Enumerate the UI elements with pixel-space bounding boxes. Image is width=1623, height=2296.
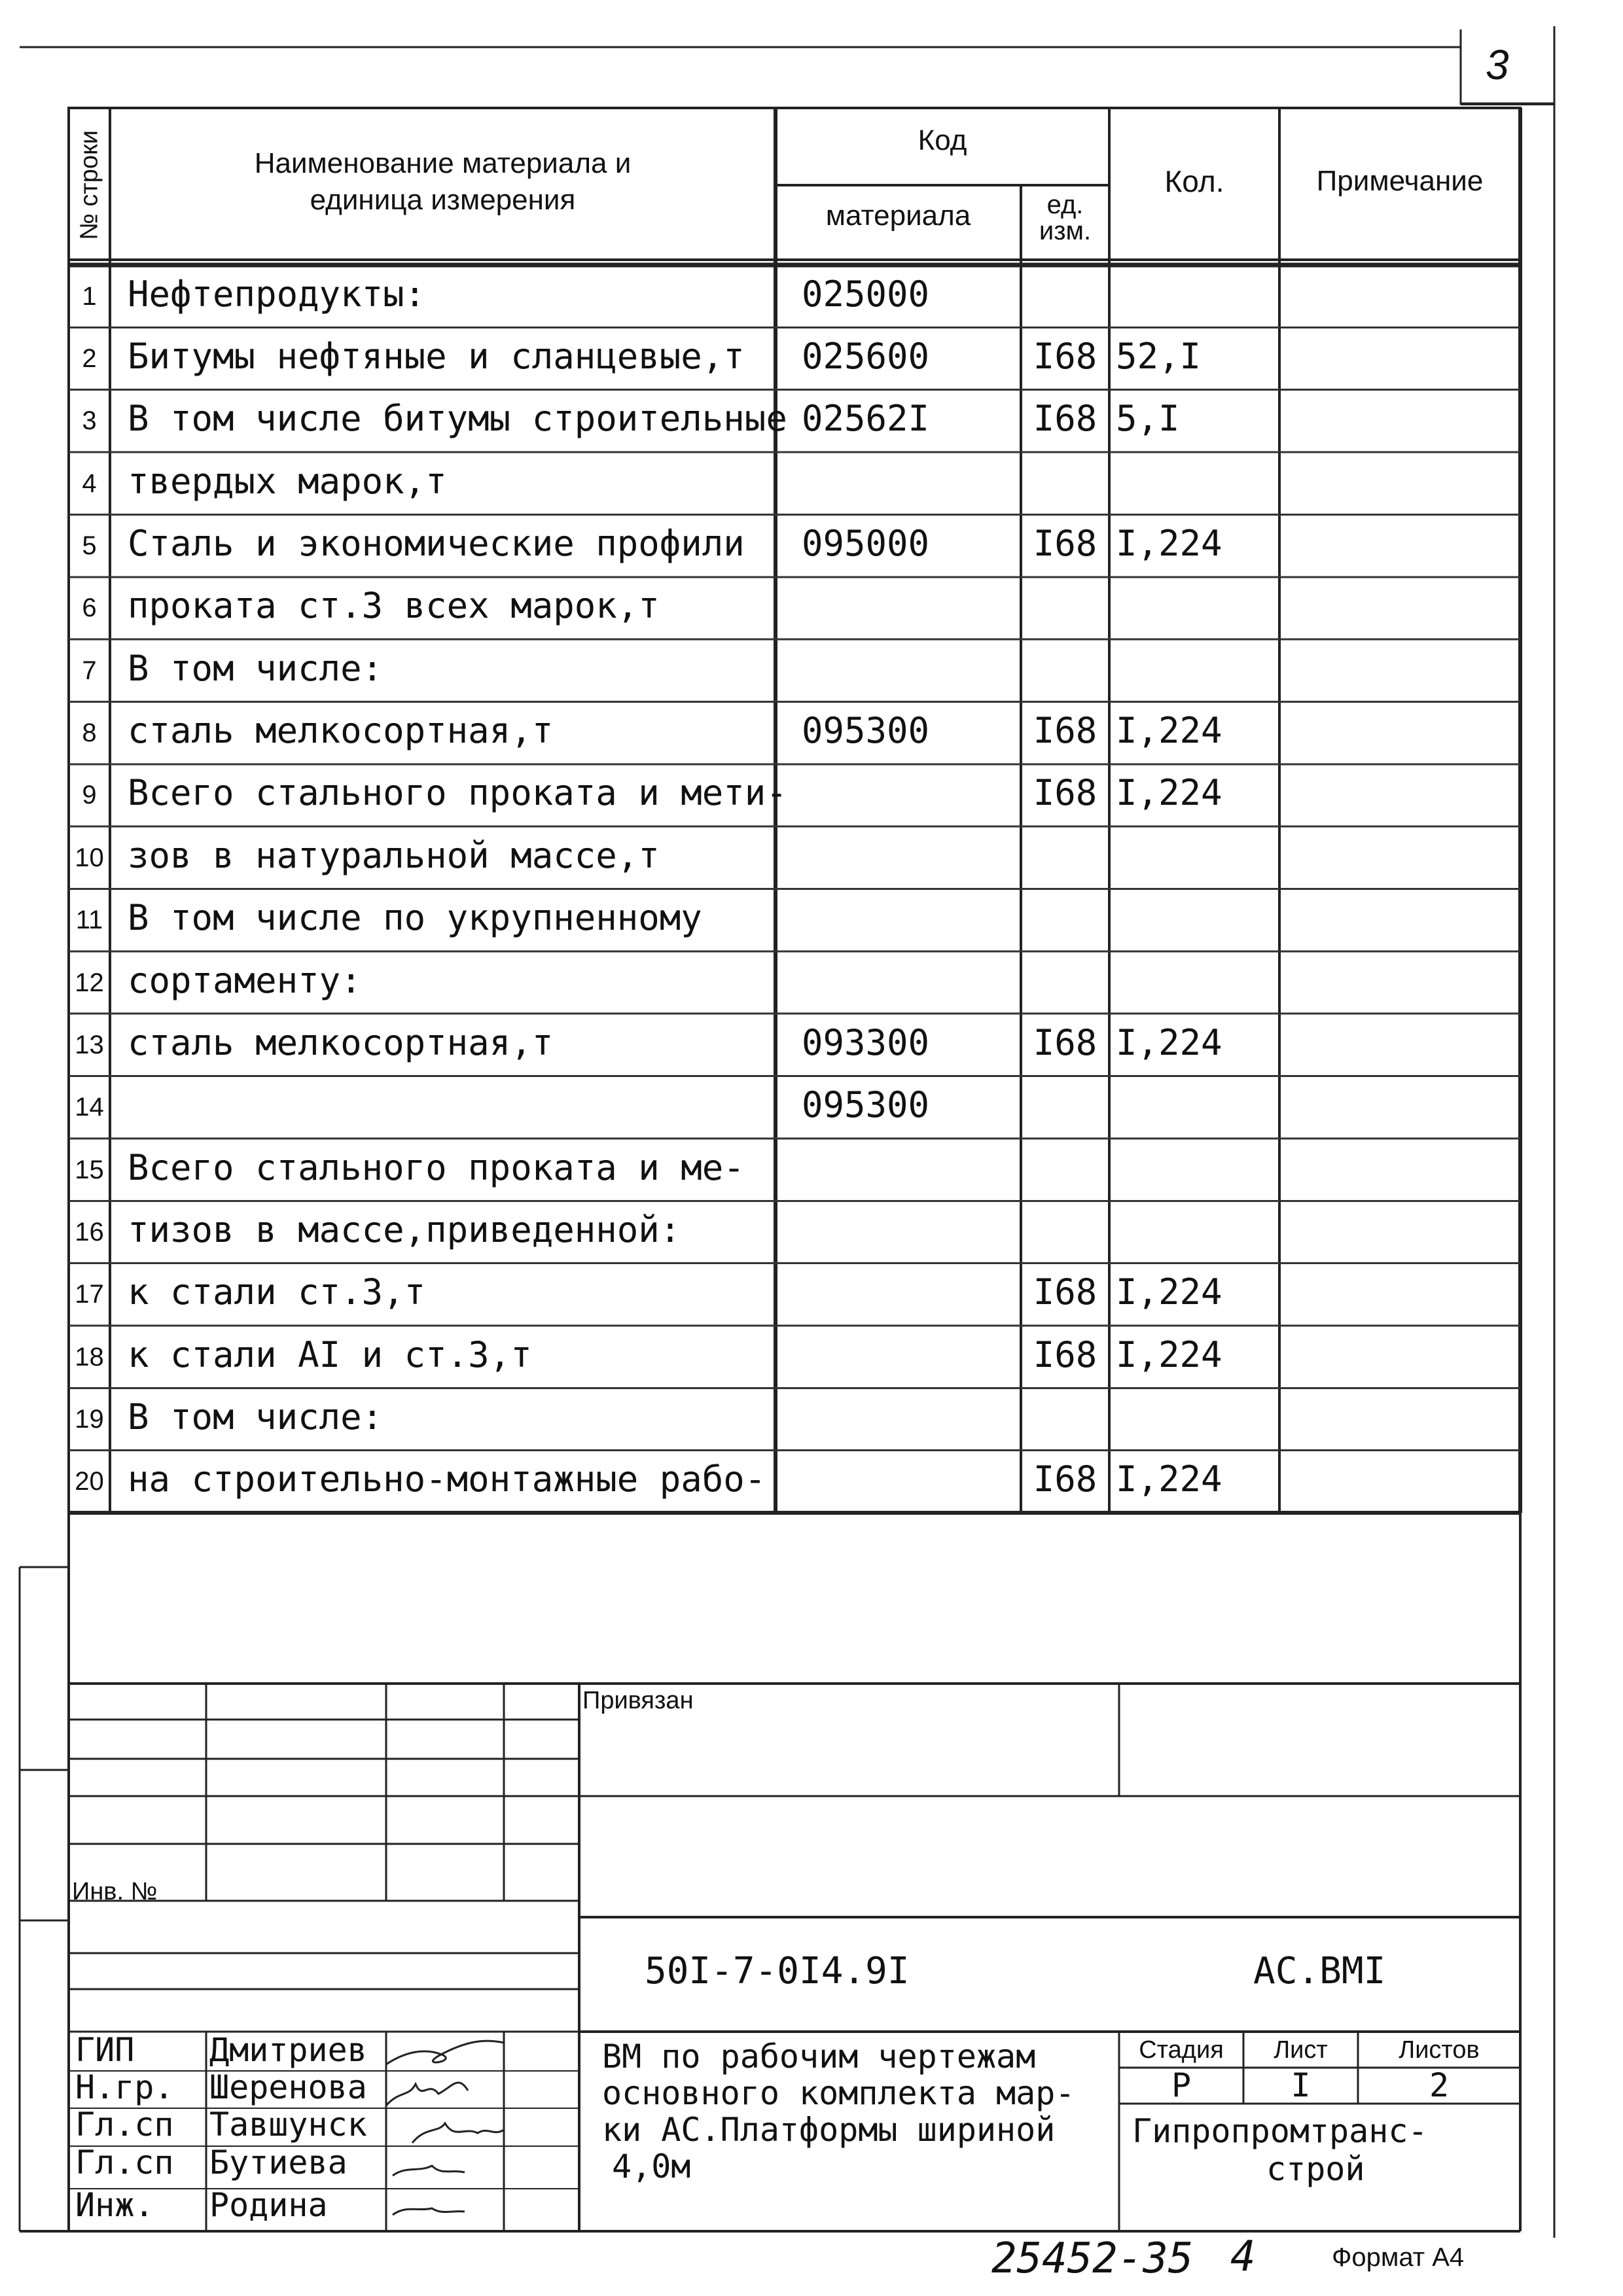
page-number: 3 xyxy=(1486,41,1509,88)
quantity: 5,I xyxy=(1116,398,1180,440)
unit-code: I68 xyxy=(1033,336,1097,378)
unit-code: I68 xyxy=(1033,398,1097,440)
material-code: 02562I xyxy=(802,398,930,440)
material-name: проката ст.3 всех марок,т xyxy=(128,585,660,627)
signer-name: Бутиева xyxy=(209,2144,348,2181)
quantity: I,224 xyxy=(1116,772,1222,814)
row-number: 5 xyxy=(82,531,97,561)
quantity: I,224 xyxy=(1116,710,1222,752)
material-code: 093300 xyxy=(802,1021,930,1063)
table-row xyxy=(0,826,1520,889)
material-code: 095300 xyxy=(802,710,930,752)
row-number: 14 xyxy=(75,1093,104,1122)
material-code: 025000 xyxy=(802,273,930,315)
row-number: 6 xyxy=(82,593,97,623)
sheet-label: Лист xyxy=(1274,2036,1328,2064)
row-number: 16 xyxy=(75,1217,104,1246)
material-name: В том числе: xyxy=(128,1396,383,1438)
quantity: I,224 xyxy=(1116,1458,1222,1500)
material-name: тизов в массе,приведенной: xyxy=(128,1209,681,1250)
organization-name: Гипропромтранс- строй xyxy=(1132,2112,1428,2188)
privyazan-label: Привязан xyxy=(582,1687,694,1714)
table-row xyxy=(0,701,1520,764)
material-name: сортаменту: xyxy=(128,959,362,1001)
table-row xyxy=(0,1263,1520,1326)
material-name: Всего стального проката и мети- xyxy=(128,772,787,814)
material-name: В том числе битумы строительные xyxy=(128,398,787,440)
document-title: ВМ по рабочим чертежам основного комплекта мар- ки АС.Платформы шириной 4,0м xyxy=(602,2038,1075,2185)
row-number: 12 xyxy=(75,968,104,997)
material-name: зов в натуральной массе,т xyxy=(128,834,660,876)
material-name: Сталь и экономические профили xyxy=(128,523,745,565)
row-number: 13 xyxy=(75,1030,104,1059)
table-row xyxy=(0,764,1520,826)
row-number: 20 xyxy=(75,1467,104,1496)
material-code: 095300 xyxy=(802,1084,930,1126)
unit-code: I68 xyxy=(1033,1333,1097,1375)
handwritten-signatures xyxy=(380,2028,510,2231)
code-header: Код xyxy=(918,124,967,156)
row-number: 2 xyxy=(82,344,97,374)
material-name: к стали ст.3,т xyxy=(128,1271,426,1313)
signer-role: Гл.сп xyxy=(75,2106,174,2144)
table-row xyxy=(0,1139,1520,1201)
table-row xyxy=(0,1388,1520,1450)
table-row xyxy=(0,1326,1520,1388)
signer-role: Гл.сп xyxy=(75,2144,174,2181)
row-number: 18 xyxy=(75,1342,104,1371)
material-name: В том числе по укрупненному xyxy=(128,897,702,939)
table-row xyxy=(0,390,1520,452)
row-number: 11 xyxy=(75,906,103,935)
table-row xyxy=(0,265,1520,327)
quantity-header: Кол. xyxy=(1164,164,1224,198)
row-number: 10 xyxy=(75,843,104,872)
signer-role: ГИП xyxy=(75,2031,135,2069)
quantity: I,224 xyxy=(1116,1333,1222,1375)
sheets-value: 2 xyxy=(1429,2066,1450,2104)
quantity: I,224 xyxy=(1116,523,1222,565)
unit-header: ед. изм. xyxy=(1039,190,1092,245)
material-code: 095000 xyxy=(802,523,930,565)
table-row xyxy=(0,327,1520,389)
unit-code: I68 xyxy=(1033,772,1097,814)
table-row xyxy=(0,1014,1520,1076)
stage-value: Р xyxy=(1171,2066,1192,2104)
unit-code: I68 xyxy=(1033,1458,1097,1500)
row-number: 15 xyxy=(75,1155,104,1184)
name-column-header: Наименование материала и единица измерения xyxy=(254,147,632,216)
table-row xyxy=(0,577,1520,639)
document-code: 50I-7-0I4.9I xyxy=(645,1950,910,1992)
signer-name: Шеренова xyxy=(209,2068,367,2106)
material-code-header: материала xyxy=(825,200,971,232)
table-row xyxy=(0,1451,1520,1513)
material-name: к стали АI и ст.3,т xyxy=(128,1333,532,1375)
material-name: сталь мелкосортная,т xyxy=(128,1021,554,1063)
row-number: 8 xyxy=(82,718,97,748)
table-row xyxy=(0,1076,1520,1139)
unit-code: I68 xyxy=(1033,1021,1097,1063)
handwritten-number: 25452-35 xyxy=(991,2234,1194,2283)
quantity: I,224 xyxy=(1116,1271,1222,1313)
material-name: на строительно-монтажные рабо- xyxy=(128,1458,766,1500)
material-name: Битумы нефтяные и сланцевые,т xyxy=(128,336,745,378)
quantity: 52,I xyxy=(1116,336,1202,378)
material-code: 025600 xyxy=(802,336,930,378)
quantity: I,224 xyxy=(1116,1021,1222,1063)
material-name: В том числе: xyxy=(128,647,383,689)
table-row xyxy=(0,1201,1520,1263)
row-number: 19 xyxy=(75,1404,104,1434)
table-row xyxy=(0,514,1520,576)
row-number-header: № строки xyxy=(75,130,103,240)
table-row xyxy=(0,951,1520,1014)
table-row xyxy=(0,639,1520,701)
sheets-label: Листов xyxy=(1399,2036,1480,2064)
drawing-mark: АС.ВМI xyxy=(1253,1950,1386,1992)
unit-code: I68 xyxy=(1033,710,1097,752)
row-number: 17 xyxy=(75,1280,104,1309)
signer-name: Родина xyxy=(209,2186,328,2224)
signer-name: Дмитриев xyxy=(209,2031,367,2069)
table-row xyxy=(0,452,1520,514)
material-name: Нефтепродукты: xyxy=(128,273,426,315)
signer-role: Инж. xyxy=(75,2186,154,2224)
unit-code: I68 xyxy=(1033,1271,1097,1313)
signer-name: Тавшунск xyxy=(209,2106,367,2144)
signer-role: Н.гр. xyxy=(75,2068,174,2106)
inventory-number-label: Инв. № xyxy=(72,1878,158,1905)
material-name: твердых марок,т xyxy=(128,460,447,502)
note-header: Примечание xyxy=(1316,165,1484,197)
row-number: 7 xyxy=(82,656,97,685)
table-row xyxy=(0,889,1520,951)
stage-label: Стадия xyxy=(1139,2036,1224,2064)
material-name: сталь мелкосортная,т xyxy=(128,710,554,752)
row-number: 9 xyxy=(82,781,97,810)
handwritten-suffix: 4 xyxy=(1230,2233,1256,2281)
row-number: 1 xyxy=(82,281,97,311)
row-number: 3 xyxy=(82,406,97,436)
sheet-value: I xyxy=(1291,2066,1311,2104)
row-number: 4 xyxy=(82,468,97,498)
material-name: Всего стального проката и ме- xyxy=(128,1146,745,1188)
paper-format: Формат А4 xyxy=(1332,2243,1465,2272)
unit-code: I68 xyxy=(1033,523,1097,565)
